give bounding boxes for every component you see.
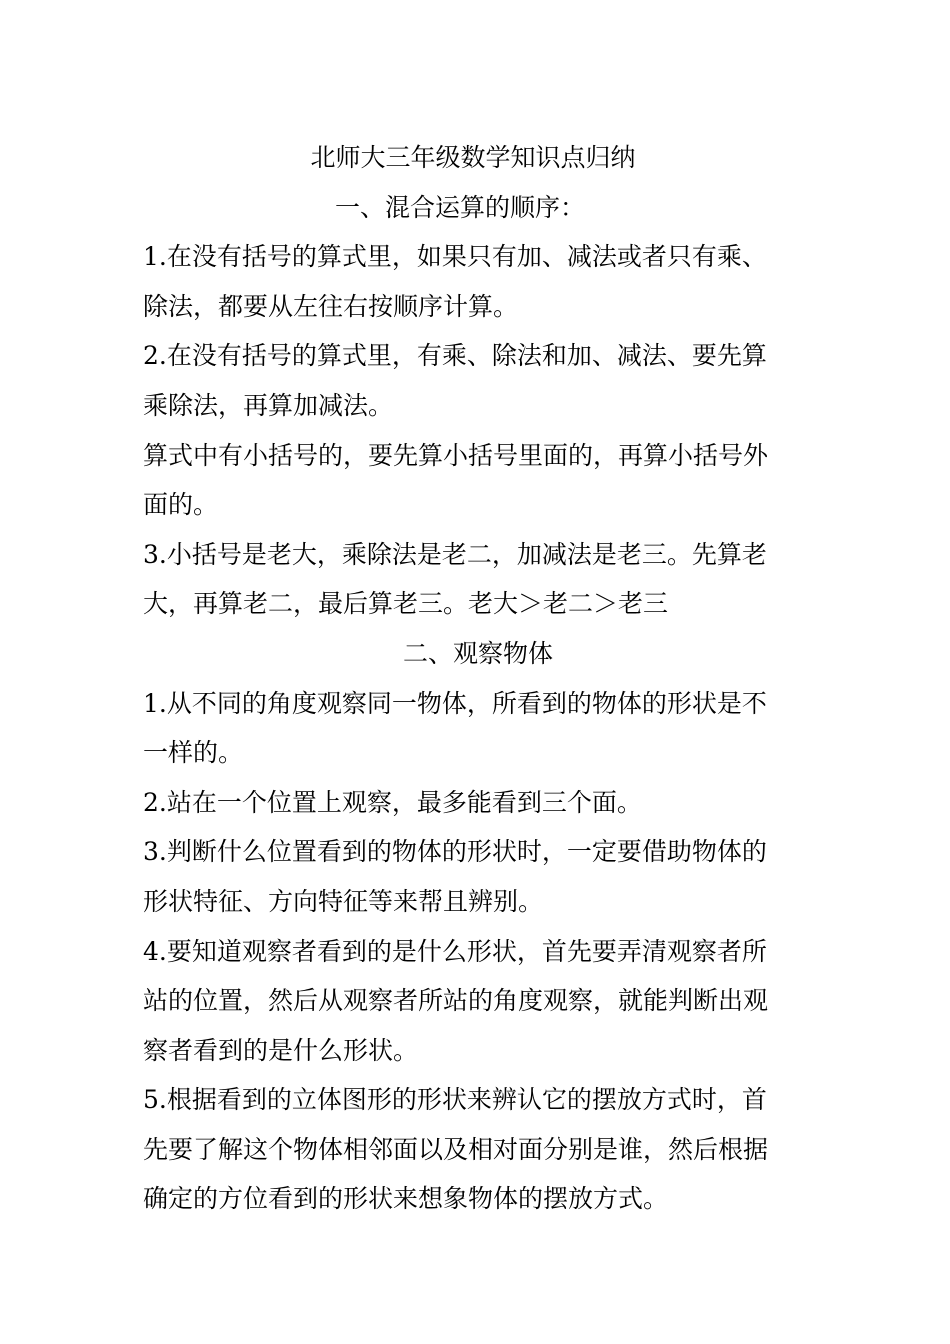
document-title: 北师大三年级数学知识点归纳 (310, 143, 636, 172)
paragraph (143, 679, 813, 778)
paragraph (143, 331, 813, 430)
paragraph-line: 2.站在一个位置上观察，最多能看到三个面。 (143, 787, 642, 817)
paragraph (143, 778, 813, 828)
paragraph-line: 5.根据看到的立体图形的形状来辨认它的摆放方式时，首 (143, 1085, 767, 1115)
paragraph-line: 4.要知道观察者看到的是什么形状，首先要弄清观察者所 (143, 936, 767, 966)
paragraph-line: 察者看到的是什么形状。 (143, 1035, 419, 1065)
section-2-body (143, 679, 813, 1225)
paragraph-line: 2.在没有括号的算式里，有乘、除法和加、减法、要先算 (143, 341, 767, 371)
paragraph-line: 算式中有小括号的，要先算小括号里面的，再算小括号外 (143, 440, 769, 470)
section-1-body (143, 232, 813, 629)
paragraph-line: 一样的。 (143, 738, 244, 768)
paragraph (143, 431, 813, 530)
section-heading-1: 一、混合运算的顺序： (334, 192, 585, 222)
paragraph-line: 除法，都要从左往右按顺序计算。 (143, 291, 519, 321)
paragraph (143, 232, 813, 331)
paragraph (143, 1075, 813, 1224)
section-heading-2: 二、观察物体 (402, 638, 553, 668)
paragraph-line: 1.从不同的角度观察同一物体，所看到的物体的形状是不 (143, 688, 767, 718)
paragraph-line: 1.在没有括号的算式里，如果只有加、减法或者只有乘、 (143, 242, 767, 272)
paragraph-line: 乘除法，再算加减法。 (143, 390, 394, 420)
paragraph (143, 827, 813, 926)
paragraph-line: 大，再算老二，最后算老三。老大＞老二＞老三 (143, 589, 669, 619)
paragraph-line: 站的位置，然后从观察者所站的角度观察，就能判断出观 (143, 986, 769, 1016)
paragraph (143, 530, 813, 629)
paragraph (143, 927, 813, 1076)
paragraph-line: 面的。 (143, 490, 219, 520)
paragraph-line: 确定的方位看到的形状来想象物体的摆放方式。 (143, 1184, 669, 1214)
paragraph-line: 3.小括号是老大，乘除法是老二，加减法是老三。先算老 (143, 539, 767, 569)
document-page (143, 133, 813, 1224)
paragraph-line: 先要了解这个物体相邻面以及相对面分别是谁，然后根据 (143, 1134, 769, 1164)
paragraph-line: 形状特征、方向特征等来帮且辨别。 (143, 886, 544, 916)
paragraph-line: 3.判断什么位置看到的物体的形状时，一定要借助物体的 (143, 837, 767, 867)
